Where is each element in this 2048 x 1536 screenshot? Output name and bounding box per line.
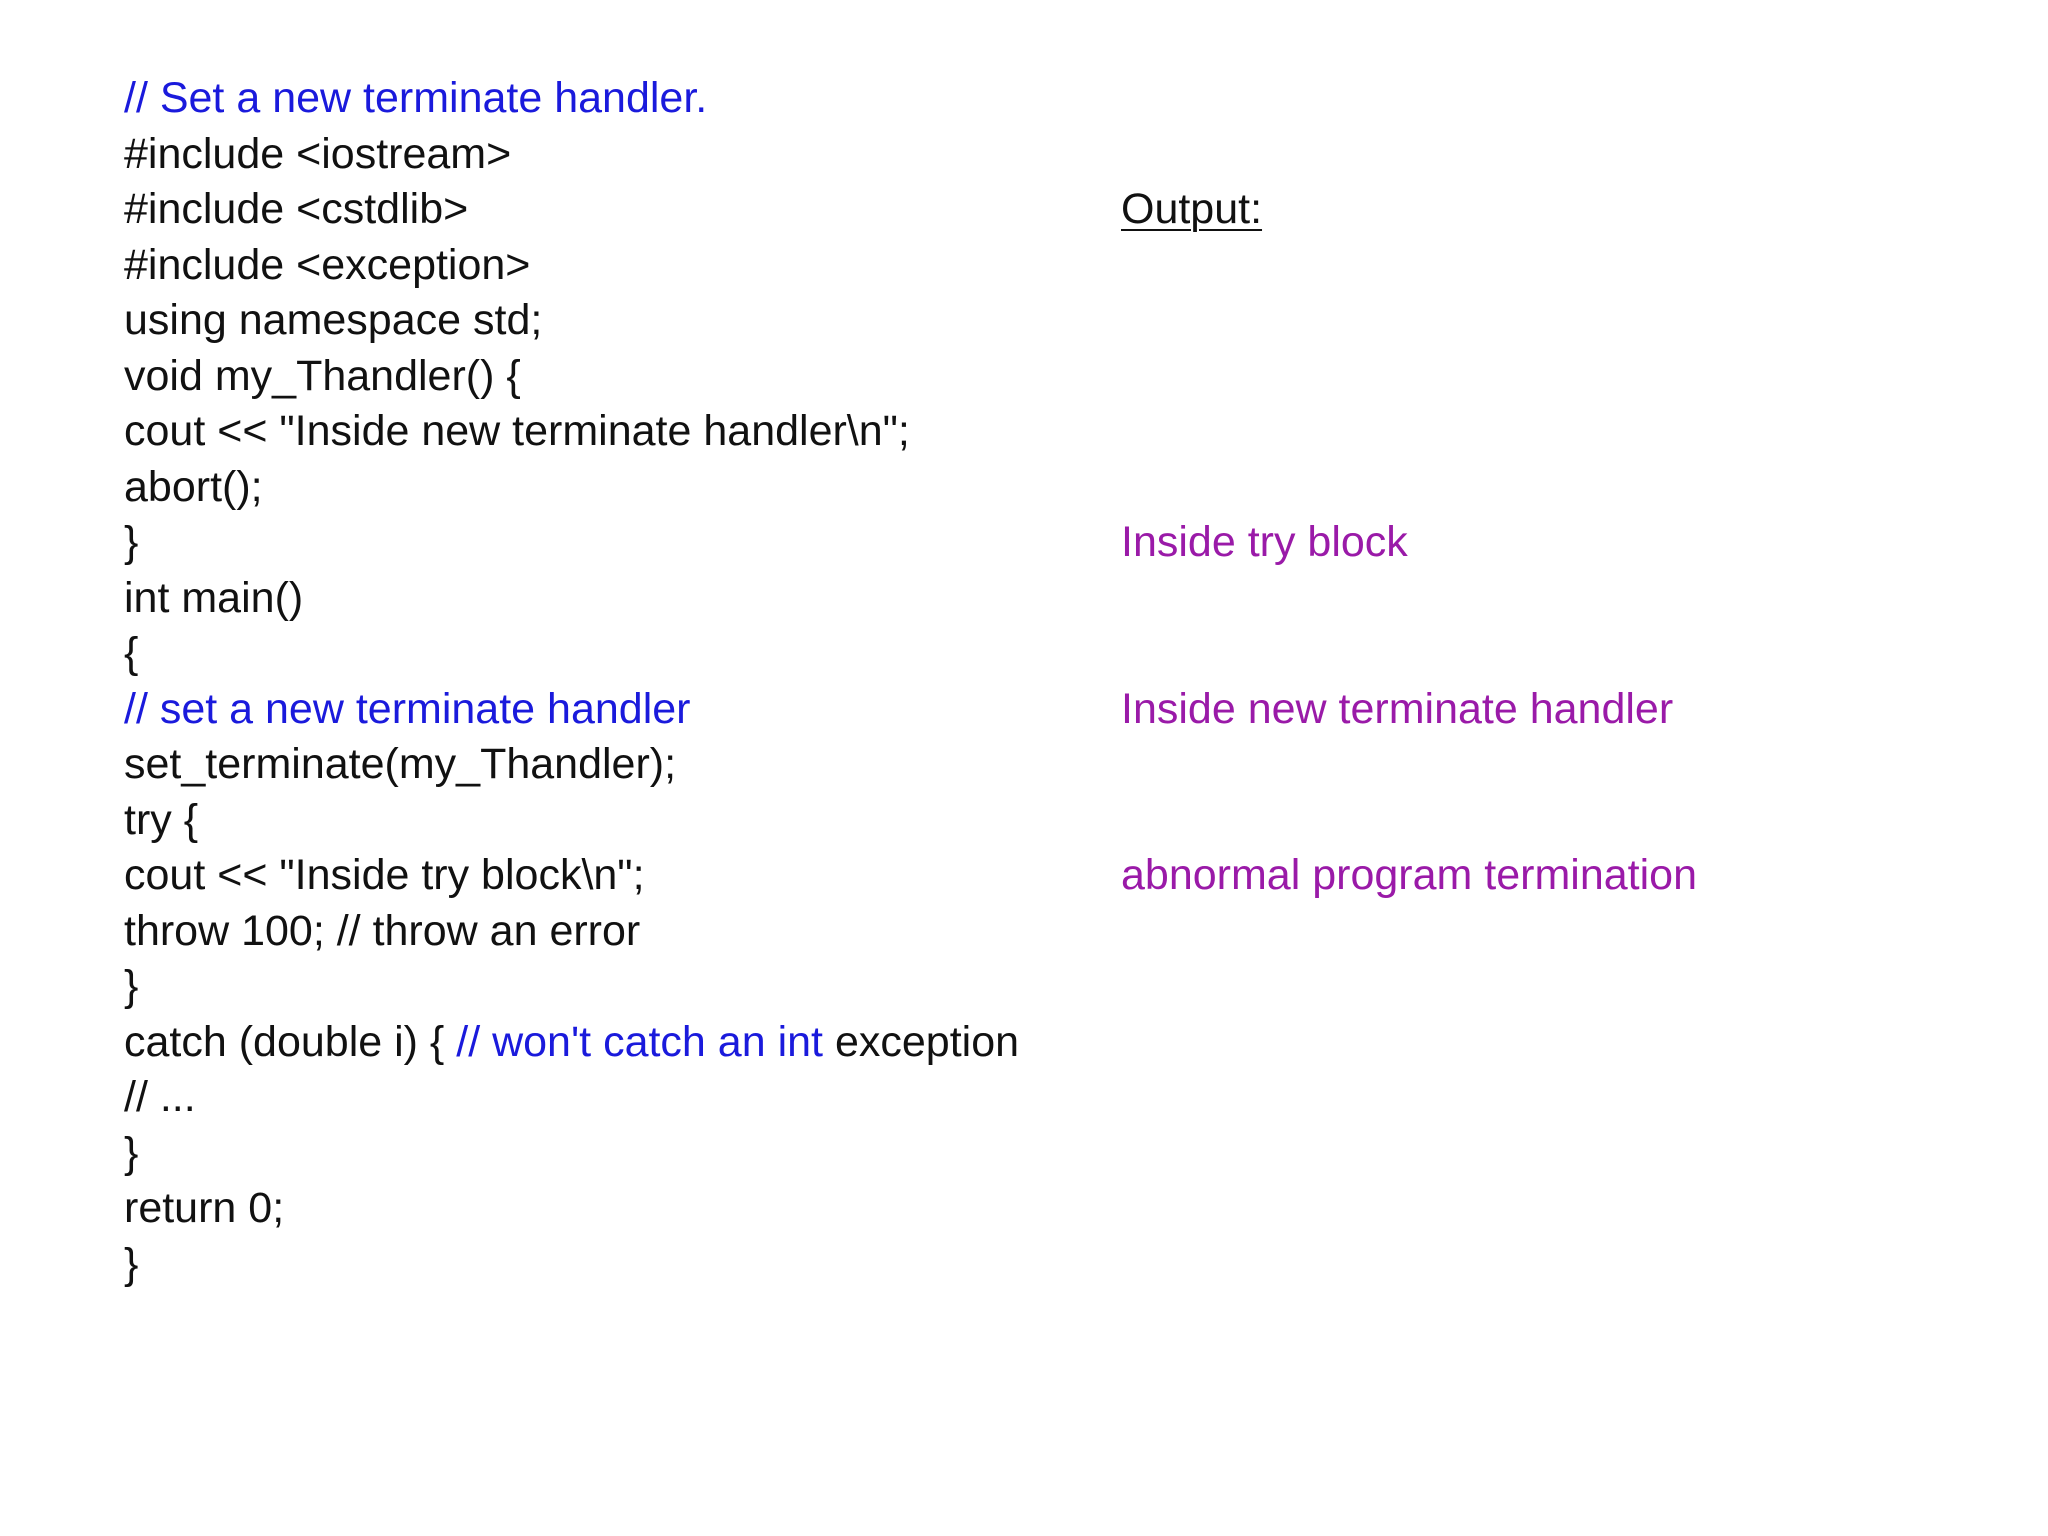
code-text: }: [124, 518, 139, 566]
code-text: try {: [124, 795, 199, 844]
code-line: [124, 793, 1124, 849]
code-line: [124, 737, 1124, 793]
code-line: [124, 626, 1124, 682]
output-panel: [1121, 71, 2001, 1015]
code-line: [124, 682, 1124, 738]
code-comment: // Set a new terminate handler.: [124, 74, 708, 122]
code-line: [124, 127, 1124, 183]
code-comment: // won't catch an int: [456, 1017, 823, 1066]
output-line: Inside new terminate handler: [1121, 684, 1674, 733]
code-line: [124, 959, 1124, 1015]
code-line: [124, 71, 1124, 127]
output-heading: Output:: [1121, 185, 1263, 233]
code-text: set_terminate(my_Thandler);: [124, 740, 677, 788]
code-line: [124, 848, 1124, 904]
code-text: int main(): [124, 573, 304, 622]
code-line: [124, 515, 1124, 571]
code-text: throw 100; // throw an error: [124, 906, 641, 955]
code-listing: [124, 71, 1124, 1292]
code-text: abort();: [124, 462, 263, 511]
code-line: [124, 904, 1124, 960]
code-text: return 0;: [124, 1184, 285, 1232]
output-line: Inside try block: [1121, 518, 1408, 566]
code-line: [124, 293, 1124, 349]
code-text: cout << "Inside new terminate handler\n";: [124, 407, 910, 455]
code-text: cout << "Inside try block\n";: [124, 851, 645, 899]
code-line: [124, 238, 1124, 294]
code-line: [124, 1070, 1124, 1126]
code-text: using namespace std;: [124, 296, 543, 344]
code-text: catch (double i) {: [124, 1017, 457, 1066]
code-text: // ...: [124, 1073, 196, 1121]
code-line: [124, 1237, 1124, 1293]
code-line: [124, 1126, 1124, 1182]
output-line: abnormal program termination: [1121, 851, 1697, 899]
code-text: exception: [823, 1017, 1020, 1066]
code-line: [124, 349, 1124, 405]
output-spacer: [1121, 349, 2001, 405]
code-text: void my_Thandler() {: [124, 351, 521, 400]
code-line: [124, 182, 1124, 238]
code-text: {: [124, 629, 139, 677]
code-comment: // set a new terminate handler: [124, 684, 691, 733]
code-text: }: [124, 1128, 139, 1177]
code-text: #include <iostream>: [124, 129, 512, 178]
code-text: }: [124, 1239, 139, 1288]
code-line: [124, 1181, 1124, 1237]
code-text: }: [124, 962, 139, 1010]
code-line: [124, 1015, 1124, 1071]
code-text: #include <exception>: [124, 240, 531, 289]
code-line: [124, 460, 1124, 516]
code-line: [124, 571, 1124, 627]
code-text: #include <cstdlib>: [124, 185, 469, 233]
code-line: [124, 404, 1124, 460]
